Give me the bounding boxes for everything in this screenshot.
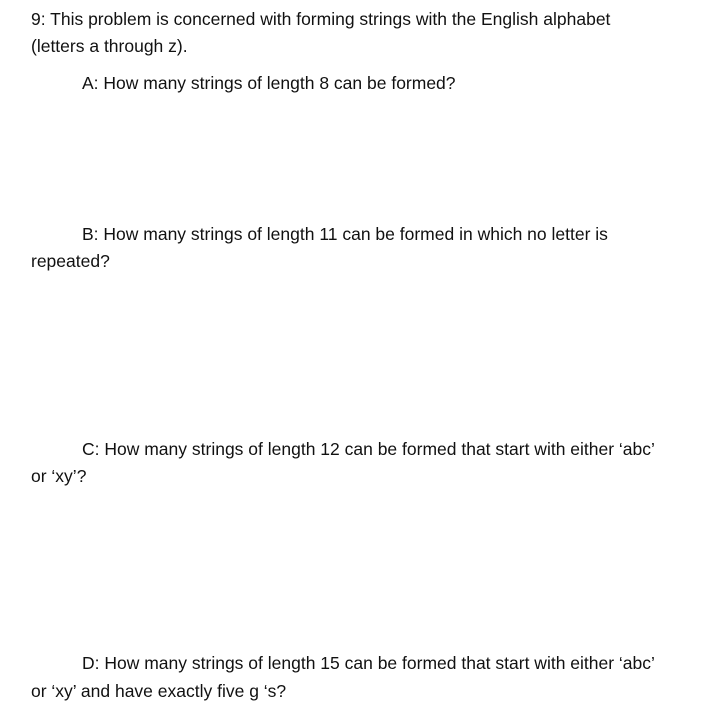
question-b-line-2: repeated? — [31, 251, 110, 271]
question-d-line-1: D: How many strings of length 15 can be formed that start with either ‘abc’ — [82, 653, 655, 673]
question-b-line-1: B: How many strings of length 11 can be formed in which no letter is — [82, 224, 608, 244]
question-d-line-2: or ‘xy’ and have exactly five g ‘s? — [31, 681, 287, 701]
question-c-line-1: C: How many strings of length 12 can be formed that start with either ‘abc’ — [82, 439, 655, 459]
problem-intro-line-2: (letters a through z). — [31, 36, 188, 56]
question-c-line-2: or ‘xy’? — [31, 466, 87, 486]
problem-intro-line-1: 9: This problem is concerned with forming strings with the English alphabet — [31, 9, 611, 29]
question-a: A: How many strings of length 8 can be formed? — [82, 73, 456, 93]
